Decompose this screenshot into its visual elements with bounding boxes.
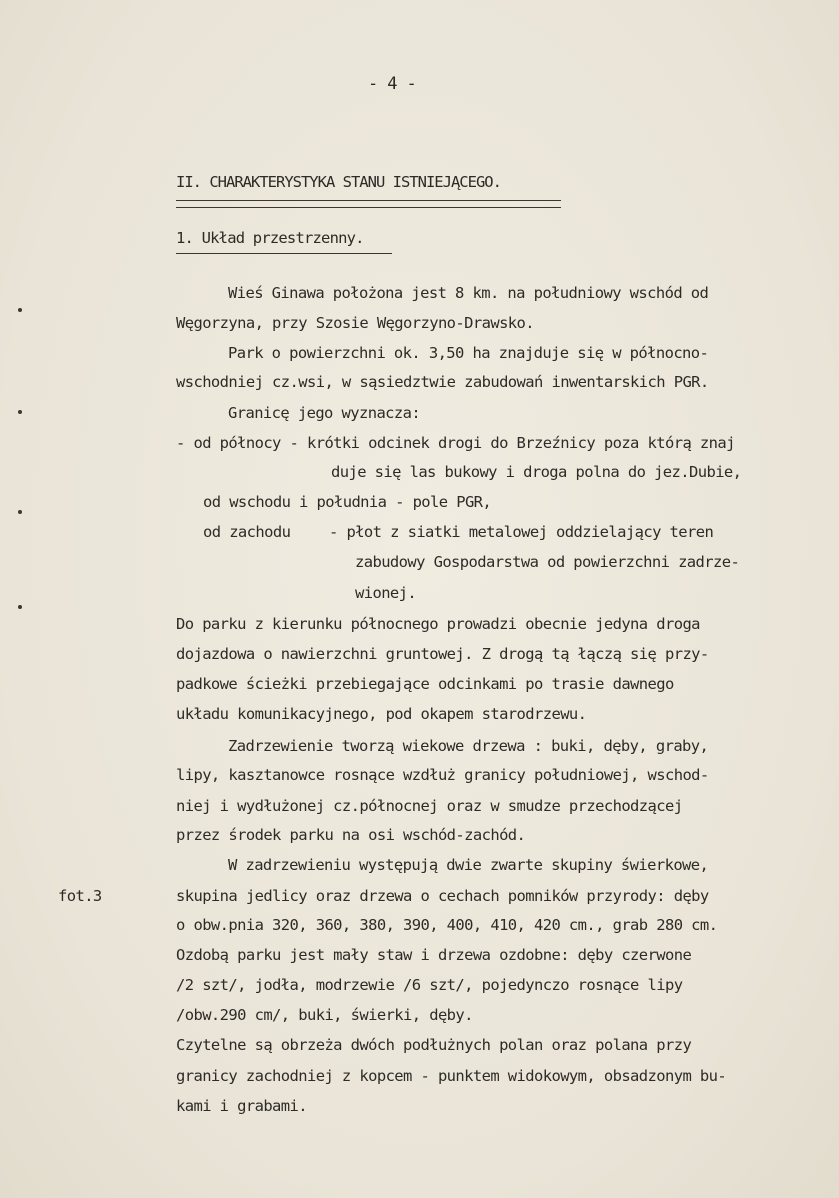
binding-hole-mark — [18, 605, 22, 609]
text-line: od wschodu i południa - pole PGR, — [203, 493, 492, 511]
text-line: o obw.pnia 320, 360, 380, 390, 400, 410, 420 cm., grab 280 cm. — [176, 916, 718, 934]
text-line: duje się las bukowy i droga polna do jez.Dubie, — [331, 463, 742, 481]
text-line: dojazdowa o nawierzchni gruntowej. Z drogą tą łączą się przy- — [176, 645, 709, 663]
text-line: niej i wydłużonej cz.północnej oraz w smudze przechodzącej — [176, 797, 683, 815]
binding-hole-mark — [18, 410, 22, 414]
text-line: wschodniej cz.wsi, w sąsiedztwie zabudowań inwentarskich PGR. — [176, 373, 709, 391]
text-line: Czytelne są obrzeża dwóch podłużnych polan oraz polana przy — [176, 1036, 692, 1054]
text-line: przez środek parku na osi wschód-zachód. — [176, 826, 526, 844]
text-line: Ozdobą parku jest mały staw i drzewa ozdobne: dęby czerwone — [176, 946, 692, 964]
text-line: lipy, kasztanowce rosnące wzdłuż granicy południowej, wschod- — [176, 766, 709, 784]
text-line: Park o powierzchni ok. 3,50 ha znajduje się w północno- — [228, 344, 709, 362]
page-number: - 4 - — [368, 74, 417, 94]
text-line: - płot z siatki metalowej oddzielający teren — [329, 523, 714, 541]
text-line: skupina jedlicy oraz drzewa o cechach pomników przyrody: dęby — [176, 887, 709, 905]
text-line: /2 szt/, jodła, modrzewie /6 szt/, pojedynczo rosnące lipy — [176, 976, 683, 994]
heading-double-underline — [176, 200, 561, 208]
text-line: Granicę jego wyznacza: — [228, 404, 421, 422]
text-line: zabudowy Gospodarstwa od powierzchni zadrze- — [355, 553, 740, 571]
text-line: /obw.290 cm/, buki, świerki, dęby. — [176, 1006, 473, 1024]
text-line: Wieś Ginawa położona jest 8 km. na południowy wschód od — [228, 284, 709, 302]
text-line: układu komunikacyjnego, pod okapem starodrzewu. — [176, 705, 587, 723]
text-line: - od północy - krótki odcinek drogi do Brzeźnicy poza którą znaj — [176, 434, 735, 452]
text-line: wionej. — [355, 584, 417, 602]
text-line: padkowe ścieżki przebiegające odcinkami po trasie dawnego — [176, 675, 674, 693]
text-line: granicy zachodniej z kopcem - punktem widokowym, obsadzonym bu- — [176, 1067, 727, 1085]
section-heading: II. CHARAKTERYSTYKA STANU ISTNIEJĄCEGO. — [176, 173, 501, 191]
text-line: kami i grabami. — [176, 1097, 307, 1115]
text-line: W zadrzewieniu występują dwie zwarte skupiny świerkowe, — [228, 856, 709, 874]
subsection-heading: 1. Układ przestrzenny. — [176, 229, 364, 247]
text-line: od zachodu — [203, 523, 291, 541]
subheading-underline — [176, 253, 392, 254]
text-line: Do parku z kierunku północnego prowadzi obecnie jedyna droga — [176, 615, 700, 633]
margin-note: fot.3 — [58, 887, 102, 905]
binding-hole-mark — [18, 308, 22, 312]
binding-hole-mark — [18, 510, 22, 514]
text-line: Zadrzewienie tworzą wiekowe drzewa : buki, dęby, graby, — [228, 737, 709, 755]
text-line: Węgorzyna, przy Szosie Węgorzyno-Drawsko. — [176, 314, 535, 332]
